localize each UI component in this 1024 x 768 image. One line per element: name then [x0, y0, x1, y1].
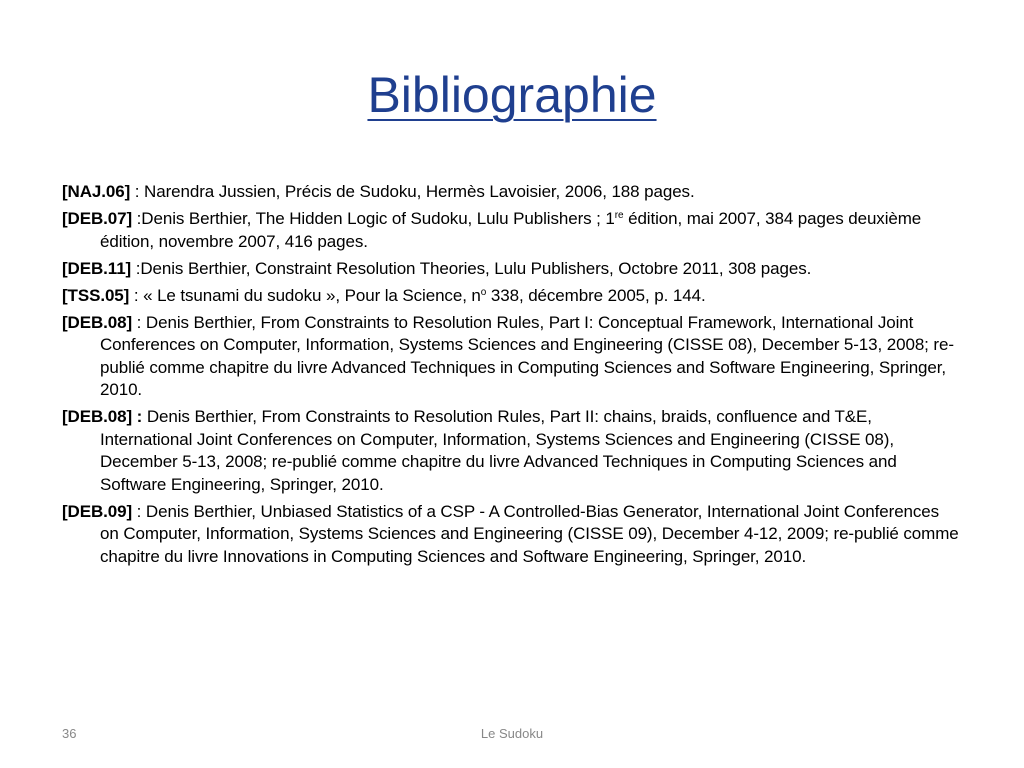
reference-text-continued: 338, décembre 2005, p. 144. — [486, 285, 706, 305]
reference-deb08-part2 — [62, 406, 962, 496]
reference-key: [DEB.09] — [62, 501, 133, 521]
slide-title-text: Bibliographie — [367, 67, 657, 123]
slide-footer: Le Sudoku — [480, 726, 544, 741]
reference-key: [NAJ.06] — [62, 182, 131, 201]
reference-naj06 — [62, 181, 962, 204]
reference-text: Denis Berthier, From Constraints to Resolution Rules, Part II: chains, braids, confluence and T&E, International Joint Conferences on Computer, Information, Systems Sciences and Engineering (CISSE 08), December 5-13, 2008; re-publié comme chapitre du livre Advanced Techniques in Computing Sciences and Software Engineering, Springer, 2010. — [100, 407, 897, 494]
reference-key: [DEB.07] — [62, 209, 133, 228]
reference-deb09 — [62, 501, 962, 569]
reference-deb08-part1 — [62, 312, 962, 402]
reference-deb11 — [62, 258, 962, 281]
reference-deb07 — [62, 208, 962, 253]
reference-text-continued: édition, mai 2007, 384 pages deuxième édition, novembre 2007, 416 pages. — [100, 209, 922, 251]
reference-superscript: re — [614, 210, 624, 221]
reference-text: : Narendra Jussien, Précis de Sudoku, Hermès Lavoisier, 2006, 188 pages. — [130, 182, 695, 201]
reference-key: [DEB.11] — [62, 258, 132, 278]
reference-text: :Denis Berthier, Constraint Resolution Theories, Lulu Publishers, Octobre 2011, 308 pages. — [131, 258, 812, 278]
reference-text: : Denis Berthier, Unbiased Statistics of a CSP - A Controlled-Bias Generator, International Joint Conferences on Computer, Information, Systems Sciences and Engineering (CISSE 09), December 4-12, 2009; re-publié comme chapitre du livre Innovations in Computing Sciences and Software Engineering, Springer, 2010. — [100, 501, 959, 566]
reference-tss05 — [62, 285, 962, 308]
reference-text: : Denis Berthier, From Constraints to Resolution Rules, Part I: Conceptual Framework, International Joint Conferences on Computer, Information, Systems Sciences and Engineering (CISSE 08), December 5-13, 2008; re-publié comme chapitre du livre Advanced Techniques in Computing Sciences and Software Engineering, Springer, 2010. — [100, 312, 954, 399]
reference-text: : « Le tsunami du sudoku », Pour la Science, n — [129, 285, 481, 305]
reference-superscript: o — [480, 286, 487, 298]
bibliography-list — [62, 181, 962, 573]
slide-title — [0, 62, 1024, 128]
reference-key: [TSS.05] — [62, 285, 130, 305]
reference-key: [DEB.08] — [62, 312, 133, 332]
reference-text: :Denis Berthier, The Hidden Logic of Sudoku, Lulu Publishers ; 1 — [132, 209, 615, 228]
reference-key: [DEB.08] : — [62, 407, 143, 426]
slide-number: 36 — [62, 726, 77, 741]
